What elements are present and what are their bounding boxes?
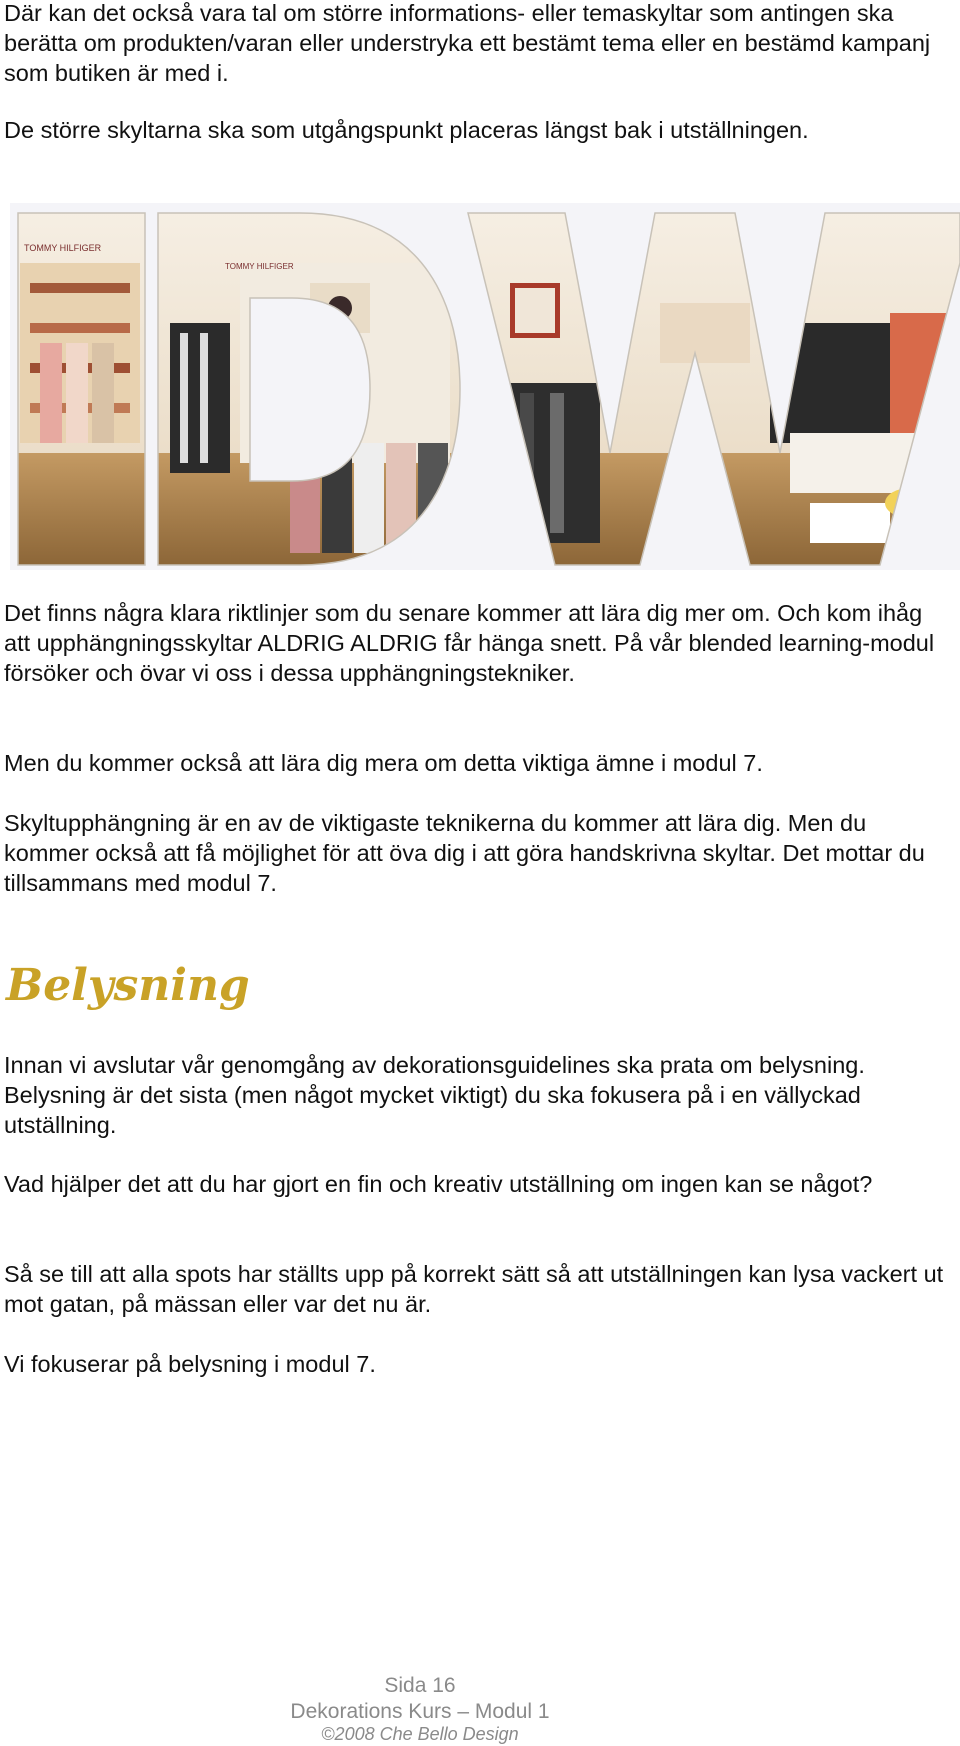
paragraph-sign-placement: De större skyltarna ska som utgångspunkt placeras längst bak i utställningen.	[4, 117, 809, 143]
paragraph-lighting-intro: Innan vi avslutar vår genomgång av dekorationsguidelines ska prata om belysning. Belysning är det sista (men något mycket viktigt) du ska fokusera på i en vällyckad utställning.	[4, 1052, 865, 1138]
store-sign-1: TOMMY HILFIGER	[24, 243, 102, 253]
page-number: Sida 16	[384, 1674, 456, 1697]
paragraph-lighting-focus: Vi fokuserar på belysning i modul 7.	[4, 1351, 376, 1377]
paragraph-lighting-question: Vad hjälper det att du har gjort en fin och kreativ utställning om ingen kan se något?	[4, 1171, 873, 1197]
paragraph-spots: Så se till att alla spots har ställts upp på korrekt sätt så att utställningen kan lysa vackert ut mot gatan, på mässan eller var det nu är.	[4, 1261, 944, 1317]
store-photo-banner	[10, 203, 960, 570]
paragraph-info-signs: Där kan det också vara tal om större informations- eller temaskyltar som antingen ska berätta om produkten/varan eller understryka ett bestämt tema eller en bestämd kampanj som butiken är med i.	[4, 0, 931, 86]
footer-copyright: ©2008 Che Bello Design	[321, 1724, 519, 1744]
store-sign-2: TOMMY HILFIGER	[225, 262, 294, 271]
section-heading-belysning: Belysning	[6, 960, 250, 1011]
paragraph-guidelines: Det finns några klara riktlinjer som du senare kommer att lära dig mer om. Och kom ihåg att upphängningsskyltar ALDRIG ALDRIG får hänga snett. På vår blended learning-modul försöker och övar vi oss i dessa upphängningstekniker.	[4, 600, 935, 686]
paragraph-module-7-topic: Men du kommer också att lära dig mera om detta viktiga ämne i modul 7.	[4, 750, 763, 776]
footer-course-title: Dekorations Kurs – Modul 1	[290, 1700, 550, 1723]
paragraph-sign-hanging: Skyltupphängning är en av de viktigaste teknikerna du kommer att lära dig. Men du kommer också att få möjlighet för att öva dig i att göra handskrivna skyltar. Det mottar du tillsammans med modul 7.	[4, 810, 925, 896]
